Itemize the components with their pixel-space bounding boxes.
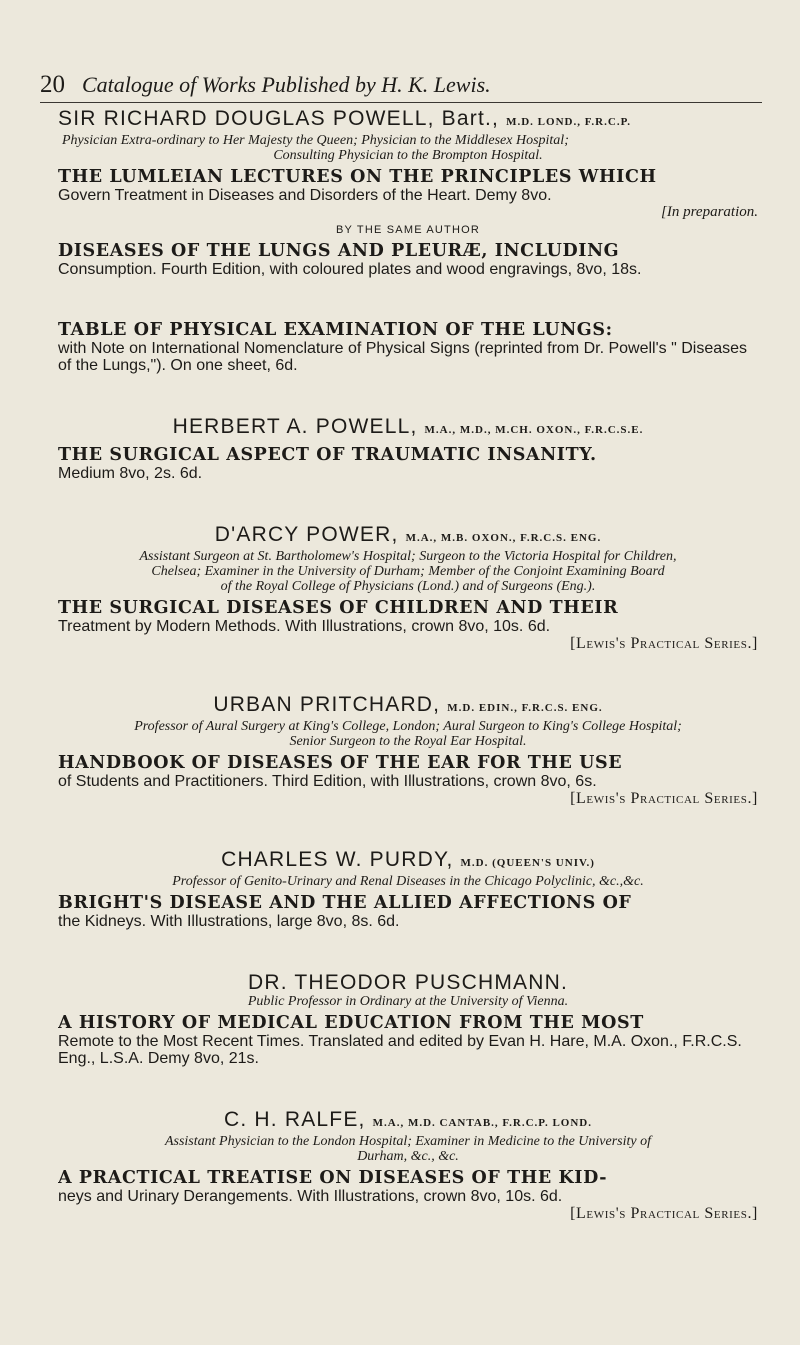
- entry-puschmann: [58, 972, 758, 1067]
- author-line: [58, 694, 758, 719]
- affiliation: Durham, &c., &c.: [357, 1149, 459, 1164]
- affiliation: Chelsea; Examiner in the University of Durham; Member of the Conjoint Examining Board: [151, 564, 665, 579]
- author-line: [58, 524, 758, 549]
- book-title: TABLE OF PHYSICAL EXAMINATION OF THE LUNGS:: [58, 320, 613, 340]
- author-name: CHARLES W. PURDY,: [221, 848, 454, 871]
- author-line: [58, 849, 758, 874]
- entry-powell-rd: [58, 108, 758, 278]
- series-note: [Lewis's Practical Series.]: [570, 635, 758, 652]
- header-rule: [40, 102, 762, 103]
- book-title: BRIGHT'S DISEASE AND THE ALLIED AFFECTIONS OF: [58, 893, 632, 913]
- affiliation: Assistant Physician to the London Hospital; Examiner in Medicine to the University of: [164, 1134, 652, 1149]
- author-degrees: M.D. EDIN., F.R.C.S. ENG.: [447, 702, 603, 714]
- entry-table-lungs: [58, 320, 758, 374]
- author-line: [58, 416, 758, 441]
- book-description: Govern Treatment in Diseases and Disorders of the Heart. Demy 8vo.: [58, 187, 552, 204]
- book-description: neys and Urinary Derangements. With Illustrations, crown 8vo, 10s. 6d.: [58, 1188, 563, 1205]
- affiliation: of the Royal College of Physicians (Lond.) and of Surgeons (Eng.).: [220, 579, 596, 594]
- affiliation: Physician Extra-ordinary to Her Majesty the Queen; Physician to the Middlesex Hospital;: [62, 133, 569, 148]
- book-title: A PRACTICAL TREATISE ON DISEASES OF THE KID-: [58, 1168, 608, 1188]
- author-name: SIR RICHARD DOUGLAS POWELL, Bart.,: [58, 107, 500, 130]
- entry-powell-ha: [58, 416, 758, 482]
- entry-power: [58, 524, 758, 652]
- book-description: Treatment by Modern Methods. With Illustrations, crown 8vo, 10s. 6d.: [58, 618, 551, 635]
- affiliation: Professor of Genito-Urinary and Renal Diseases in the Chicago Polyclinic, &c.,&c.: [172, 874, 644, 889]
- same-author-label: BY THE SAME AUTHOR: [335, 224, 481, 236]
- book-title: DISEASES OF THE LUNGS AND PLEURÆ, INCLUDING: [58, 241, 620, 261]
- entry-ralfe: [58, 1109, 758, 1222]
- affiliation: Senior Surgeon to the Royal Ear Hospital.: [289, 734, 527, 749]
- author-line: [58, 972, 758, 994]
- author-name: D'ARCY POWER,: [214, 523, 399, 546]
- book-description: Medium 8vo, 2s. 6d.: [58, 465, 203, 482]
- author-degrees: M.A., M.D. CANTAB., F.R.C.P. LOND.: [372, 1117, 592, 1129]
- author-line: [58, 108, 758, 133]
- affiliation: Professor of Aural Surgery at King's College, London; Aural Surgeon to King's College Hospital;: [134, 719, 682, 734]
- author-name: C. H. RALFE,: [223, 1108, 366, 1131]
- book-title: THE LUMLEIAN LECTURES ON THE PRINCIPLES WHICH: [58, 167, 657, 187]
- book-description: Consumption. Fourth Edition, with coloured plates and wood engravings, 8vo, 18s.: [58, 261, 642, 278]
- author-name: DR. THEODOR PUSCHMANN.: [247, 971, 569, 994]
- entry-purdy: [58, 849, 758, 930]
- author-name: HERBERT A. POWELL,: [172, 415, 418, 438]
- author-degrees: M.A., M.D., M.CH. OXON., F.R.C.S.E.: [424, 424, 644, 436]
- author-degrees: M.D. LOND., F.R.C.P.: [506, 116, 632, 128]
- affiliation: Consulting Physician to the Brompton Hospital.: [273, 148, 543, 163]
- catalogue-content: [58, 108, 758, 1264]
- book-title: THE SURGICAL ASPECT OF TRAUMATIC INSANITY.: [58, 445, 597, 465]
- book-description: the Kidneys. With Illustrations, large 8vo, 8s. 6d.: [58, 913, 400, 930]
- author-line: [58, 1109, 758, 1134]
- book-description: with Note on International Nomenclature of Physical Signs (reprinted from Dr. Powell's " Diseases of the Lungs,"). On one sheet, 6d.: [58, 340, 748, 374]
- book-description: Remote to the Most Recent Times. Translated and edited by Evan H. Hare, M.A. Oxon., F.R.C.S. Eng., L.S.A. Demy 8vo, 21s.: [58, 1033, 742, 1067]
- page-number: 20: [40, 71, 65, 98]
- affiliation: Assistant Surgeon at St. Bartholomew's Hospital; Surgeon to the Victoria Hospital for Children,: [139, 549, 677, 564]
- book-title: HANDBOOK OF DISEASES OF THE EAR FOR THE USE: [58, 753, 623, 773]
- entry-pritchard: [58, 694, 758, 807]
- page-header: [40, 70, 760, 110]
- running-title: Catalogue of Works Published by H. K. Lewis.: [82, 72, 491, 97]
- affiliation: Public Professor in Ordinary at the University of Vienna.: [247, 994, 569, 1009]
- series-note: [Lewis's Practical Series.]: [570, 790, 758, 807]
- book-description: of Students and Practitioners. Third Edition, with Illustrations, crown 8vo, 6s.: [58, 773, 597, 790]
- book-title: THE SURGICAL DISEASES OF CHILDREN AND THEIR: [58, 598, 619, 618]
- book-title: A HISTORY OF MEDICAL EDUCATION FROM THE MOST: [58, 1013, 644, 1033]
- author-degrees: M.D. (QUEEN'S UNIV.): [460, 857, 595, 869]
- author-name: URBAN PRITCHARD,: [213, 693, 441, 716]
- series-note: [Lewis's Practical Series.]: [570, 1205, 758, 1222]
- publication-note: [In preparation.: [661, 204, 758, 220]
- author-degrees: M.A., M.B. OXON., F.R.C.S. ENG.: [405, 532, 602, 544]
